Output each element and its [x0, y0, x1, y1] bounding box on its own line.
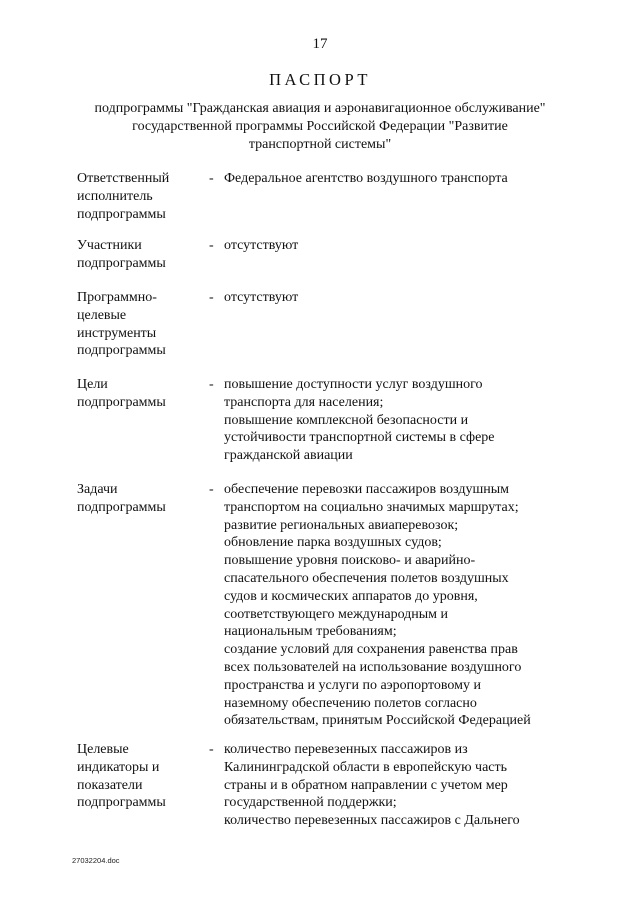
content-line: обеспечение перевозки пассажиров воздушным [224, 482, 510, 497]
content-line: национальным требованиям; [224, 624, 397, 640]
content-line: отсутствуют [224, 238, 299, 253]
section-label [77, 741, 197, 812]
section-content [224, 481, 604, 730]
label-line: подпрограммы [77, 206, 166, 222]
content-line: наземному обеспечению полетов согласно [224, 695, 477, 711]
dash-separator: - [209, 238, 214, 253]
content-line: обновление парка воздушных судов; [224, 535, 442, 551]
section-content [224, 289, 604, 307]
section-content [224, 741, 604, 830]
content-line: спасательного обеспечения полетов воздушных [224, 570, 509, 586]
content-line: транспорта для населения; [224, 394, 384, 410]
label-line: подпрограммы [77, 255, 166, 271]
label-line: Цели [77, 377, 108, 392]
content-line: соответствующего международным и [224, 606, 449, 622]
label-line: показатели [77, 777, 143, 793]
content-line: страны и в обратном направлении с учетом мер [224, 777, 508, 793]
section-label [77, 481, 197, 517]
content-line: обязательствам, принятым Российской Федерацией [224, 713, 531, 729]
content-line: повышение доступности услуг воздушного [224, 377, 483, 392]
section-label [77, 376, 197, 412]
document-title: ПАСПОРТ [269, 70, 371, 89]
label-line: индикаторы и [77, 759, 160, 775]
content-line: развитие региональных авиаперевозок; [224, 517, 459, 533]
label-line: подпрограммы [77, 343, 166, 359]
section-label [77, 289, 197, 360]
content-line: количество перевезенных пассажиров с Дальнего [224, 813, 520, 829]
section-content [224, 170, 604, 188]
document-subtitle [60, 100, 580, 154]
dash-separator: - [209, 742, 214, 757]
subtitle-line: государственной программы Российской Федерации "Развитие [132, 119, 508, 134]
dash-separator: - [209, 377, 214, 392]
label-line: Задачи [77, 482, 118, 497]
content-line: отсутствуют [224, 290, 299, 305]
content-line: всех пользователей на использование воздушного [224, 659, 522, 675]
section-label [77, 237, 197, 273]
label-line: Целевые [77, 742, 129, 757]
content-line: государственной поддержки; [224, 795, 397, 811]
section-content [224, 237, 604, 255]
subtitle-line: подпрограммы "Гражданская авиация и аэронавигационное обслуживание" [94, 101, 546, 116]
dash-separator: - [209, 290, 214, 305]
content-line: устойчивости транспортной системы в сфере [224, 430, 495, 446]
label-line: Участники [77, 238, 142, 253]
label-line: подпрограммы [77, 394, 166, 410]
section-content [224, 376, 604, 465]
label-line: инструменты [77, 325, 157, 341]
content-line: повышение комплексной безопасности и [224, 412, 469, 428]
content-line: количество перевезенных пассажиров из [224, 742, 468, 757]
content-line: транспортом на социально значимых маршрутах; [224, 499, 519, 515]
label-line: Ответственный [77, 171, 170, 186]
label-line: Программно- [77, 290, 157, 305]
label-line: подпрограммы [77, 499, 166, 515]
dash-separator: - [209, 171, 214, 186]
content-line: судов и космических аппаратов до уровня, [224, 588, 478, 604]
content-line: Калининградской области в европейскую часть [224, 759, 508, 775]
label-line: подпрограммы [77, 795, 166, 811]
section-label [77, 170, 197, 223]
label-line: исполнитель [77, 188, 153, 204]
footer-filename: 27032204.doc [72, 856, 120, 865]
content-line: создание условий для сохранения равенства прав [224, 642, 518, 658]
content-line: гражданской авиации [224, 448, 353, 464]
content-line: повышение уровня поисково- и аварийно- [224, 553, 476, 569]
dash-separator: - [209, 482, 214, 497]
label-line: целевые [77, 307, 127, 323]
subtitle-line: транспортной системы" [248, 137, 392, 152]
content-line: пространства и услуги по аэропортовому и [224, 677, 482, 693]
page-number: 17 [312, 36, 328, 52]
content-line: Федеральное агентство воздушного транспорта [224, 171, 508, 186]
